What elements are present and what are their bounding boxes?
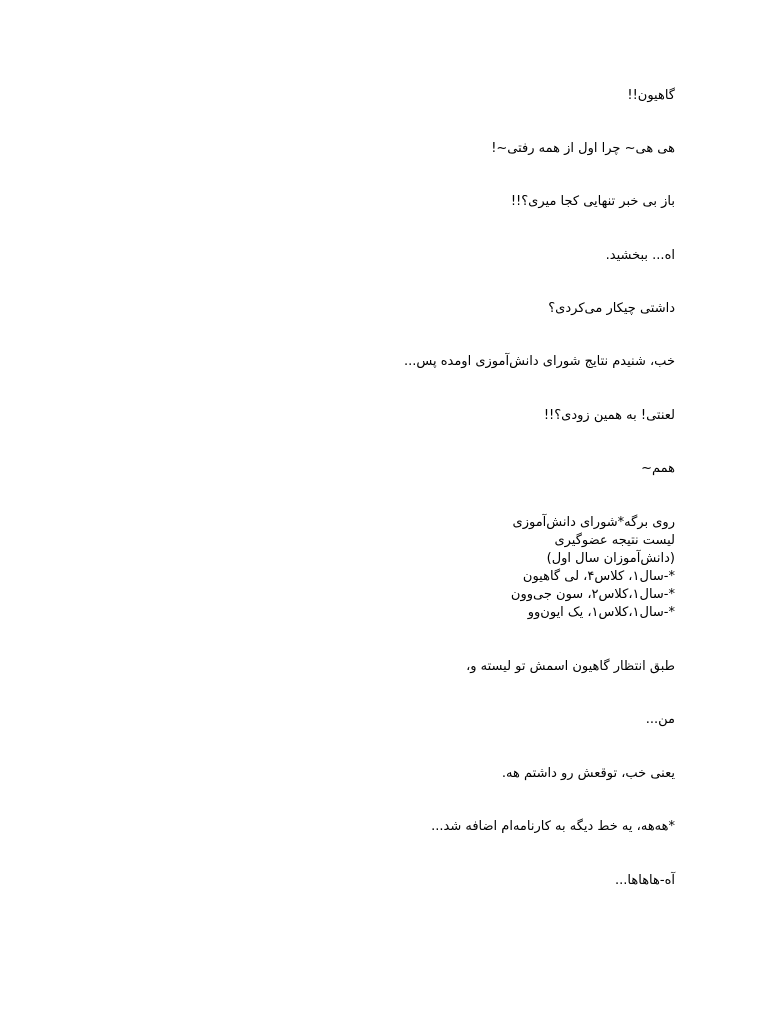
paragraph-line: *هه‌هه، یه خط دیگه به کارنامه‌ام اضافه شد...: [431, 819, 675, 834]
paragraph-line: لعنتی! به همین زودی؟!!: [543, 408, 675, 423]
paragraph-line: یعنی خب، توقعش رو داشتم هه.: [501, 766, 675, 781]
paragraph-line: *-سال۱،کلاس۱، یک ایون‌وو: [527, 605, 675, 620]
paragraph-3: [115, 193, 675, 211]
paragraph-line: هی هی~ چرا اول از همه رفتی~!: [491, 141, 675, 156]
paragraph-10: [115, 658, 675, 676]
paragraph-line: من...: [645, 712, 675, 727]
paragraph-line: باز بی خبر تنهایی کجا میری؟!!: [510, 194, 675, 209]
paragraph-4: [115, 247, 675, 265]
paragraph-11: [115, 711, 675, 729]
paragraph-2: [115, 140, 675, 158]
paragraph-line: *-سال۱، کلاس۴، لی گاهیون: [522, 569, 675, 584]
paragraph-line: اه... ببخشید.: [605, 248, 675, 263]
paragraph-8: [115, 460, 675, 478]
result-list-block: [115, 514, 675, 622]
paragraph-line: داشتی چیکار می‌کردی؟: [548, 301, 675, 316]
paragraph-line: همم~: [641, 461, 675, 476]
paragraph-7: [115, 407, 675, 425]
paragraph-line: طبق انتظار گاهیون اسمش تو لیسته و،: [466, 659, 675, 674]
paragraph-1: [115, 87, 675, 105]
paragraph-line: آه-هاهاها...: [615, 873, 675, 888]
paragraph-14: [115, 872, 675, 890]
paragraph-line: لیست نتیجه عضوگیری: [554, 533, 675, 548]
paragraph-line: *-سال۱،کلاس۲، سون جی‌وون: [510, 587, 675, 602]
paragraph-line: (دانش‌آموزان سال اول): [546, 551, 675, 566]
paragraph-line: خب، شنیدم نتایج شورای دانش‌آموزی اومده پس...: [403, 354, 675, 369]
paragraph-6: [115, 353, 675, 371]
paragraph-line: روی برگه*شورای دانش‌آموزی: [512, 515, 675, 530]
paragraph-5: [115, 300, 675, 318]
paragraph-13: [115, 818, 675, 836]
paragraph-12: [115, 765, 675, 783]
paragraph-line: گاهیون!!: [627, 88, 675, 103]
